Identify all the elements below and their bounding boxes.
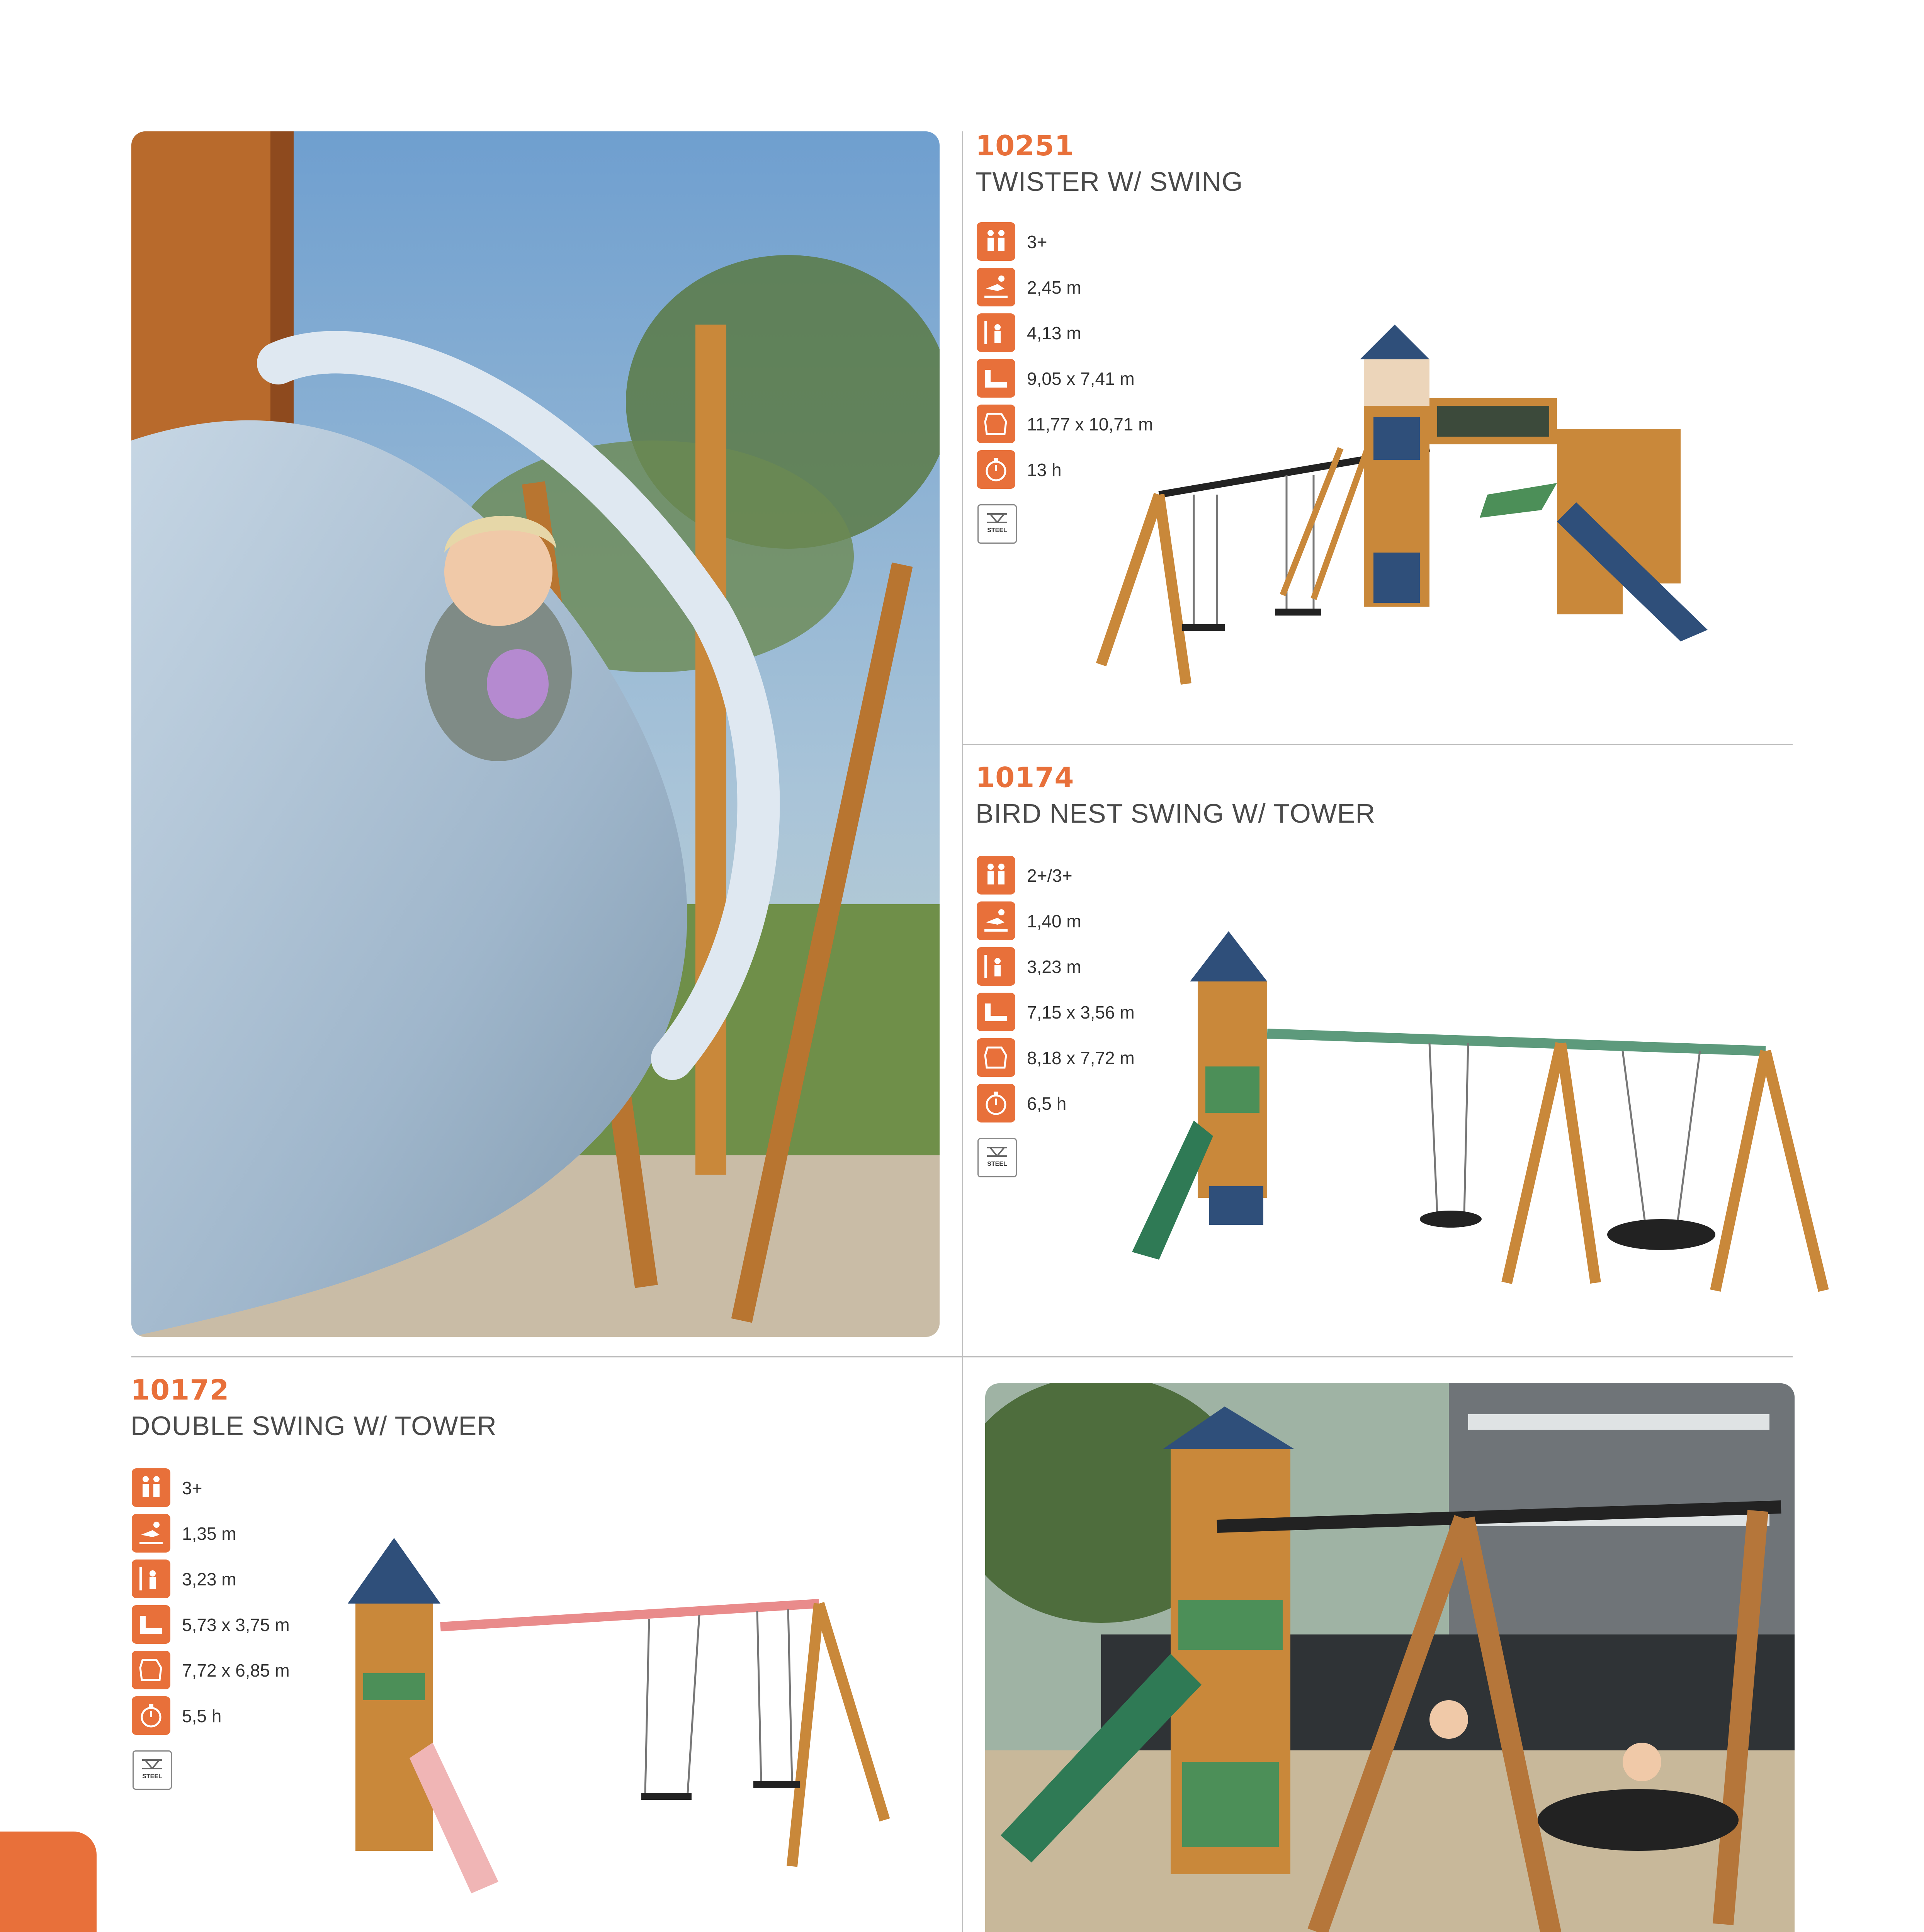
installation-time-icon xyxy=(132,1696,170,1735)
spec-max-height: 3,23 m xyxy=(1027,957,1081,977)
steel-label: STEEL xyxy=(987,527,1007,534)
max-height-icon xyxy=(132,1560,170,1598)
spec-installation-time: 6,5 h xyxy=(1027,1094,1067,1114)
product-image-10251 xyxy=(1043,301,1797,719)
fall-height-icon xyxy=(977,901,1015,940)
spec-safety-area: 11,77 x 10,71 m xyxy=(1027,414,1153,434)
row-divider-2 xyxy=(131,1356,1793,1357)
fall-height-icon xyxy=(977,268,1015,306)
spec-dimensions: 5,73 x 3,75 m xyxy=(182,1615,290,1635)
steel-badge xyxy=(133,1750,172,1790)
spec-installation-time: 5,5 h xyxy=(182,1706,222,1726)
age-icon xyxy=(977,222,1015,261)
spec-fall-height: 1,40 m xyxy=(1027,911,1081,931)
steel-label: STEEL xyxy=(142,1773,162,1780)
dimensions-icon xyxy=(132,1605,170,1644)
spec-safety-area: 7,72 x 6,85 m xyxy=(182,1660,290,1680)
hero-photo-slide xyxy=(131,131,940,1337)
product-code: 10174 xyxy=(976,761,1074,794)
steel-badge xyxy=(977,1138,1017,1177)
spec-safety-area: 8,18 x 7,72 m xyxy=(1027,1048,1135,1068)
age-icon xyxy=(977,856,1015,895)
installation-time-icon xyxy=(977,450,1015,489)
product-name: DOUBLE SWING W/ TOWER xyxy=(131,1411,497,1441)
product-name: TWISTER W/ SWING xyxy=(976,167,1243,197)
age-icon xyxy=(132,1468,170,1507)
product-image-10172 xyxy=(317,1526,943,1920)
spec-age: 3+ xyxy=(1027,232,1047,252)
spec-fall-height: 2,45 m xyxy=(1027,277,1081,298)
spec-max-height: 3,23 m xyxy=(182,1569,236,1589)
safety-area-icon xyxy=(977,405,1015,443)
steel-badge xyxy=(977,504,1017,544)
product-code: 10251 xyxy=(976,129,1074,162)
steel-label: STEEL xyxy=(987,1161,1007,1167)
spec-max-height: 4,13 m xyxy=(1027,323,1081,343)
dimensions-icon xyxy=(977,359,1015,398)
safety-area-icon xyxy=(132,1651,170,1689)
max-height-icon xyxy=(977,947,1015,986)
spec-fall-height: 1,35 m xyxy=(182,1524,236,1544)
spec-installation-time: 13 h xyxy=(1027,460,1062,480)
max-height-icon xyxy=(977,313,1015,352)
product-image-10174 xyxy=(1097,920,1866,1306)
scene-photo-bird-nest-swing xyxy=(985,1383,1795,1932)
dimensions-icon xyxy=(977,993,1015,1031)
installation-time-icon xyxy=(977,1084,1015,1122)
fall-height-icon xyxy=(132,1514,170,1553)
spec-age: 2+/3+ xyxy=(1027,866,1072,886)
column-divider xyxy=(962,131,963,1932)
spec-age: 3+ xyxy=(182,1478,202,1498)
row-divider-1 xyxy=(962,744,1793,745)
side-tab xyxy=(0,1832,97,1932)
product-name: BIRD NEST SWING W/ TOWER xyxy=(976,798,1376,828)
spec-dimensions: 9,05 x 7,41 m xyxy=(1027,369,1135,389)
spec-dimensions: 7,15 x 3,56 m xyxy=(1027,1002,1135,1022)
product-code: 10172 xyxy=(131,1374,229,1406)
safety-area-icon xyxy=(977,1038,1015,1077)
